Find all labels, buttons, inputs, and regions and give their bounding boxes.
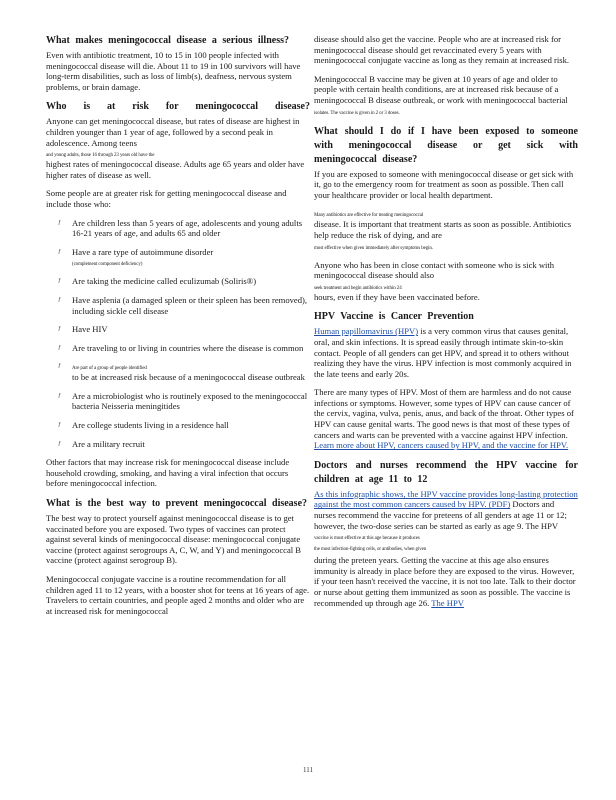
heading-doctors-recommend: Doctors and nurses recommend the HPV vaccine for children at age 11 to 12 (314, 459, 578, 485)
bullet-icon: ƒ (58, 422, 61, 429)
antibiotics-tiny: Many antibiotics are effective for treating meningococcal (314, 213, 424, 219)
risk-text-a: Anyone can get meningococcal disease, but rates of disease are highest in children younger than 1 year of age, followed by a second peak in adolescence. Among teens (46, 116, 300, 148)
infographic-text: Doctors and nurses recommend the vaccine for preteens of all genders at age 11 or 12; however, the two-dose series can be started as early as age 9. The HPV (314, 499, 567, 531)
list-item-text: Are college students living in a residence hall (72, 420, 229, 431)
heading-best-way-prevent: What is the best way to prevent meningococcal disease? (46, 498, 308, 510)
infographic-tiny: vaccine is most effective at this age because it produces (314, 536, 420, 542)
bullet-icon: ƒ (58, 363, 61, 370)
bullet-icon: ƒ (58, 440, 61, 447)
bullet-icon: ƒ (58, 219, 61, 226)
hpv-intro-text: is a very common virus that causes genital, oral, and skin infections. It is spread easily through intimate skin-to-skin contact. People of all genders can get HPV, and spread it to others without realizing they have the virus. HPV infection is most commonly acquired in the late teens and early 20s. (314, 326, 572, 379)
list-item-text: Are traveling to or living in countries where the disease is common (72, 342, 304, 353)
list-item (46, 324, 310, 335)
list-item (46, 295, 310, 316)
risk-list (46, 218, 310, 450)
paragraph-conjugate-vaccine: Meningococcal conjugate vaccine is a routine recommendation for all children aged 11 to 12 years, with a booster shot for teens at 16 years of age. Travelers to certain countries, and people aged 2 months and older who are at increased risk for meningococcal (46, 574, 310, 616)
bullet-icon: ƒ (58, 344, 61, 351)
paragraph-other-factors: Other factors that may increase risk for meningococcal disease include household crowding, smoking, and having a viral infection that occurs before meningococcal infection. (46, 457, 290, 489)
paragraph-mening-b (314, 74, 578, 117)
list-item-text: Have HIV (72, 324, 108, 335)
list-item (46, 276, 310, 287)
hpv-more-link[interactable]: The HPV (431, 597, 464, 608)
list-item (46, 391, 310, 412)
paragraph-exposed: If you are exposed to someone with meningococcal disease or get sick with it, go to the emergency room for treatment as soon as possible. Then call your healthcare provider or local health department. (314, 168, 574, 200)
paragraph-preteen (314, 555, 578, 608)
antibiotics-tiny-2: most effective when given immediately after symptoms begin. (314, 245, 433, 251)
list-item-text: Are taking the medicine called eculizumab (Soliris®) (72, 276, 257, 287)
list-item (46, 218, 310, 239)
list-item (46, 361, 310, 383)
mening-b-text: Meningococcal B vaccine may be given at 10 years of age and older to people with certain health conditions, are at increased risk because of a meningococcal B disease outbreak, or work with meningococcal bacterial (314, 73, 568, 105)
bullet-icon: ƒ (58, 296, 61, 303)
paragraph-revaccinate: disease should also get the vaccine. People who are at increased risk for meningococcal disease should get revaccinated every 5 years with meningococcal conjugate vaccine as long as they remain at increased risk. (314, 34, 570, 66)
list-item (46, 420, 310, 431)
bullet-icon: ƒ (58, 392, 61, 399)
list-item-tiny: (complement component deficiency) (72, 262, 143, 268)
risk-text-tiny: and young adults, those 16 through 23 years old have the (46, 153, 155, 159)
infographic-link[interactable]: As this infographic shows, the HPV vaccine provides long-lasting protection against the most common cancers caused by HPV. (PDF) (314, 488, 578, 510)
heading-hpv-cancer-prevention: HPV Vaccine is Cancer Prevention (314, 311, 474, 323)
list-item (46, 343, 310, 354)
paragraph-hpv-types (314, 387, 578, 451)
page-number: 111 (303, 766, 313, 774)
paragraph-vaccinate: The best way to protect yourself against meningococcal disease is to get vaccinated before you are exposed. Two types of vaccines can protect against several kinds of meningococcal disease: meningococcal conjugate vaccine (protect against serogroups A, C, W, and Y) and meningococcal B vaccine (protect against serogroup B). (46, 513, 302, 566)
list-item-tiny: Are part of a group of people identified (72, 366, 147, 372)
hpv-link[interactable]: Human papillomavirus (HPV) (314, 326, 419, 337)
list-item-text: Are children less than 5 years of age, adolescents and young adults 16-21 years of age, and adults 65 and older (72, 217, 303, 239)
close-contact-a: Anyone who has been in close contact with someone who is sick with meningococcal disease should also (314, 259, 555, 281)
paragraph-antibiotics (314, 208, 578, 251)
infographic-tiny-2: the most infection-fighting cells, or antibodies, when given (314, 547, 427, 553)
paragraph-greater-risk: Some people are at greater risk for getting meningococcal disease and include those who: (46, 188, 287, 209)
right-column (314, 34, 578, 616)
learn-more-hpv-link[interactable]: Learn more about HPV, cancers caused by HPV, and the vaccine for HPV. (314, 440, 569, 451)
list-item-text: Have asplenia (a damaged spleen or their spleen has been removed), including sickle cell disease (72, 294, 308, 316)
preteen-text: during the preteen years. Getting the vaccine at this age also ensures immunity is already in place before they are exposed to the virus. However, if your teen hasn't received the vaccine, it is not too late. Talk to their doctor or nurse about getting them immunized as soon as possible. The vaccine is recommended up through age 26. (314, 555, 576, 608)
list-item-text: Are a microbiologist who is routinely exposed to the meningococcal bacteria Neisseria meningitides (72, 390, 308, 412)
close-contact-b: hours, even if they have been vaccinated before. (314, 291, 480, 302)
bullet-icon: ƒ (58, 278, 61, 285)
paragraph-infographic (314, 489, 578, 553)
risk-text-b: highest rates of meningococcal disease. Adults age 65 years and older have higher rates of disease as well. (46, 159, 305, 180)
antibiotics-text: disease. It is important that treatment starts as soon as possible. Antibiotics help reduce the risk of dying, and are (314, 219, 572, 240)
paragraph-close-contact (314, 260, 578, 303)
heading-serious-illness: What makes meningococcal disease a serious illness? (46, 35, 289, 46)
list-item (46, 247, 310, 269)
close-contact-tiny: seek treatment and begin antibiotics within 24 (314, 285, 402, 291)
paragraph-risk-intro (46, 116, 310, 180)
bullet-icon: ƒ (58, 326, 61, 333)
list-item-text: Have a rare type of autoimmune disorder (72, 246, 214, 257)
heading-exposed: What should I do if I have been exposed to someone with meningococcal disease or get sick with meningococcal disease? (314, 125, 578, 165)
list-item-text: Are a military recruit (72, 438, 145, 449)
heading-who-at-risk: Who is at risk for meningococcal disease? (46, 101, 310, 113)
left-column (46, 34, 310, 624)
paragraph-hpv-intro (314, 326, 578, 379)
list-item-text: to be at increased risk because of a meningococcal disease outbreak (72, 372, 305, 383)
mening-b-tiny: isolates. The vaccine is given in 2 or 3 doses. (314, 110, 400, 116)
hpv-types-text: There are many types of HPV. Most of them are harmless and do not cause infections or symptoms. However, some types of HPV can cause cancer of the cervix, vagina, vulva, penis, anus, and back of the throat. Other types of HPV can cause genital warts. The good news is that most of these types of cancers and warts can be prevented with a vaccine against HPV infection. (314, 387, 574, 440)
list-item (46, 439, 310, 450)
paragraph-serious-illness: Even with antibiotic treatment, 10 to 15 in 100 people infected with meningococcal disease will die. About 11 to 19 in 100 survivors will have long-term disabilities, such as loss of limb(s), deafness, nervous system problems, or brain damage. (46, 50, 301, 92)
bullet-icon: ƒ (58, 248, 61, 255)
